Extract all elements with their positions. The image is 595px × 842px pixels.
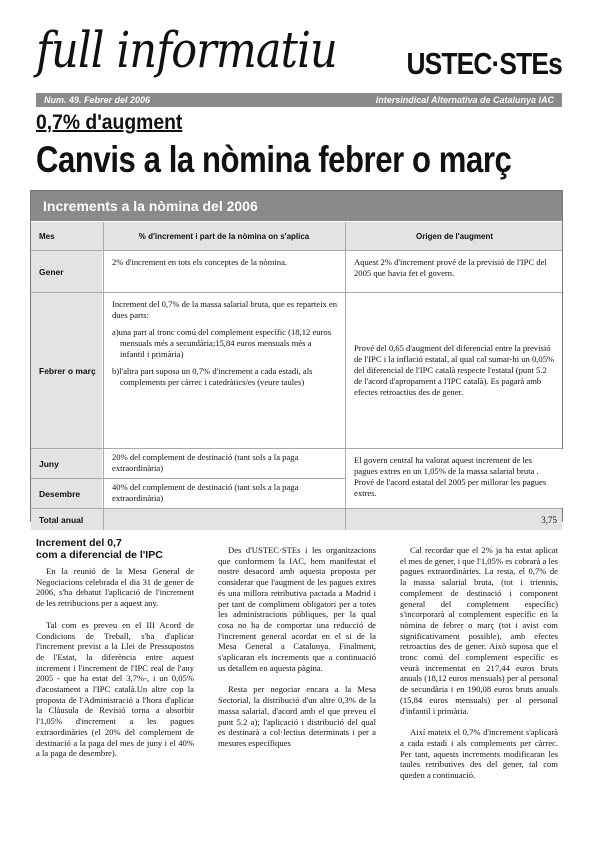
- cell-text: Prové del 0,65 d'augment del diferencial entre la previsió de l'IPC i la inflació estatal, al qual cal sumar-hi un 0,05% del diferencial de l'IPC català respecte l'estatal (punt 5.2 de l'acord d'apropament a l'IPC català). Es pagarà amb efectes retroactius des de gener.: [354, 343, 555, 397]
- table-header-row: [31, 222, 562, 250]
- cell-increment: [103, 293, 344, 448]
- cell-text: El govern central ha valorat aquest increment de les pagues extres en un 1,05% de la massa salarial bruta .: [354, 455, 539, 476]
- total-label: Total anual: [39, 514, 84, 525]
- kicker: 0,7% d'augment: [36, 111, 183, 134]
- table-row: [31, 292, 562, 448]
- organization-logo: USTEC·STEs: [406, 46, 562, 81]
- cell-origen: [345, 293, 563, 448]
- total-value: 3,75: [345, 509, 563, 530]
- row-label-febrer-marc: Febrer o març: [31, 293, 102, 448]
- org-tagline: Intersindical Alternativa de Catalunya IAC: [375, 95, 554, 105]
- article-column-3: [400, 545, 558, 792]
- paragraph: Cal recordar que el 2% ja ha estat aplicat el mes de gener, i que l'1,05% es cobrarà a les pagues extraordinàries. La resta, el 0,7% de la massa salarial bruta, (tot i triennis, complement de destinació i component general del complement específic) s'incorporarà al complement específic en la nòmina de febrer o març (tot i avist com significativament possible), amb efectes retroactius des de gener. Això suposa que el tronc comú del complement específic es veurà incrementat en 217,44 euros bruts anuals (18,12 euros mensuals) per al personal de secundària i en 190,08 euros bruts anuals (15,84 euros mensuals) per al personal d'infantil i primària.: [400, 545, 558, 716]
- cell-origen: Aquest 2% d'increment prové de la previsió de l'IPC del 2005 que havia fet el govern.: [345, 251, 563, 292]
- newsletter-title: full informatiu: [36, 21, 337, 79]
- cell-text: 40% del complement de destinació (tant sols a la paga extraordinària): [112, 482, 299, 503]
- cell-increment: [103, 449, 344, 478]
- cell-origen-pagues-extres: [345, 449, 563, 508]
- table-title: Increments a la nòmina del 2006: [31, 191, 562, 221]
- cell-text: Prové de l'acord estatal del 2005 per millorar les pagues extres.: [354, 477, 547, 498]
- table-row: [31, 250, 562, 292]
- paragraph: Tal com es preveu en el III Acord de Condicions de Treball, s'ha d'aplicar l'increment previst a la Llei de Pressupostos de l'Estat, la diferència entre aquest increment i l'increment de l'IPC real de l'any 2005 - que ha estat del 3,7%-, i un 0,05% d'acostament a l'IPC català.Un altre cop la proposta de l'Administració a l'hora d'aplicar la Clàusula de Revisió torna a absorbir l'1,05% d'increment a les pagues extraordinàries (el 20% del complement de destinació a la paga del mes de juny i el 40% a la paga de desembre).: [36, 619, 194, 759]
- article-column-1: [36, 566, 194, 770]
- table-total-row: [31, 508, 562, 530]
- masthead: [36, 22, 562, 92]
- col-header-origen: Origen de l'augment: [345, 222, 563, 250]
- article-column-2: [218, 545, 376, 760]
- total-empty-cell: [103, 509, 344, 530]
- cell-text: Increment del 0,7% de la massa salarial bruta, que es reparteix en dues parts:: [112, 299, 338, 320]
- cell-increment: [103, 251, 344, 292]
- row-label-juny: Juny: [31, 449, 102, 478]
- issue-number: Num. 49. Febrer del 2006: [44, 95, 151, 105]
- paragraph: En la reunió de la Mesa General de Negociacions celebrada el dia 31 de gener de 2006, s'ha debatut l'aplicació de l'increment de les retribucions per a aquest any.: [36, 566, 194, 609]
- paragraph: Resta per negociar encara a la Mesa Sectorial, la distribució d'un altre 0,3% de la massa salarial, d'acord amb el que preveu el punt 5.2 a); l'aplicació i distribució del qual es destinarà a col·lectius determinats i per a mesures específiques: [218, 684, 376, 748]
- cell-text: a)una part al tronc comú del complement específic (18,12 euros mensuals més a secundària;15,84 euros mensuals més a infantil i primària): [112, 327, 332, 359]
- row-label-gener: Gener: [31, 251, 102, 292]
- cell-increment: [103, 479, 344, 508]
- col-header-increment: % d'increment i part de la nòmina on s'aplica: [103, 222, 344, 250]
- col-header-mes: Mes: [39, 231, 55, 241]
- article-title-line: Increment del 0,7: [36, 537, 122, 549]
- headline: Canvis a la nòmina febrer o març: [36, 139, 512, 180]
- cell-text: 2% d'increment en tots els conceptes de la nòmina.: [112, 257, 288, 267]
- cell-text: 20% del complement de destinació (tant sols a la paga extraordinària): [112, 452, 299, 473]
- issue-bar: [36, 93, 562, 107]
- article-title-line: com a diferencial de l'IPC: [36, 549, 163, 561]
- paragraph: Des d'USTEC·STEs i les organitzacions que conformem la IAC, hem manifestat el nostre desacord amb aquesta proposta per considerar que l'augment de les pagues extres és una millora retributiva pactada a Madrid i per tant de compliment obligatori per a totes les administracions públiques, per la qual cosa no ha de comportar una reducció de l'increment general acordat en el si de la Mesa General a Catalunya. Finalment, s'aplicaran els increments que a continuació us detallem en aquesta pàgina.: [218, 545, 376, 673]
- paragraph: Així mateix el 0,7% d'increment s'aplicarà a cada estadi i als complements per càrrec. Per tant, aquests increments modificaran les taules retributives des del gener, tal com queden a continuació.: [400, 727, 558, 781]
- cell-text: b)l'altra part suposa un 0,7% d'increment a cada estadi, als complements per càrrec i catedràtics/es (veure taules): [112, 366, 313, 387]
- row-label-desembre: Desembre: [31, 479, 102, 508]
- increments-table: [30, 190, 563, 525]
- article-title: [36, 537, 163, 561]
